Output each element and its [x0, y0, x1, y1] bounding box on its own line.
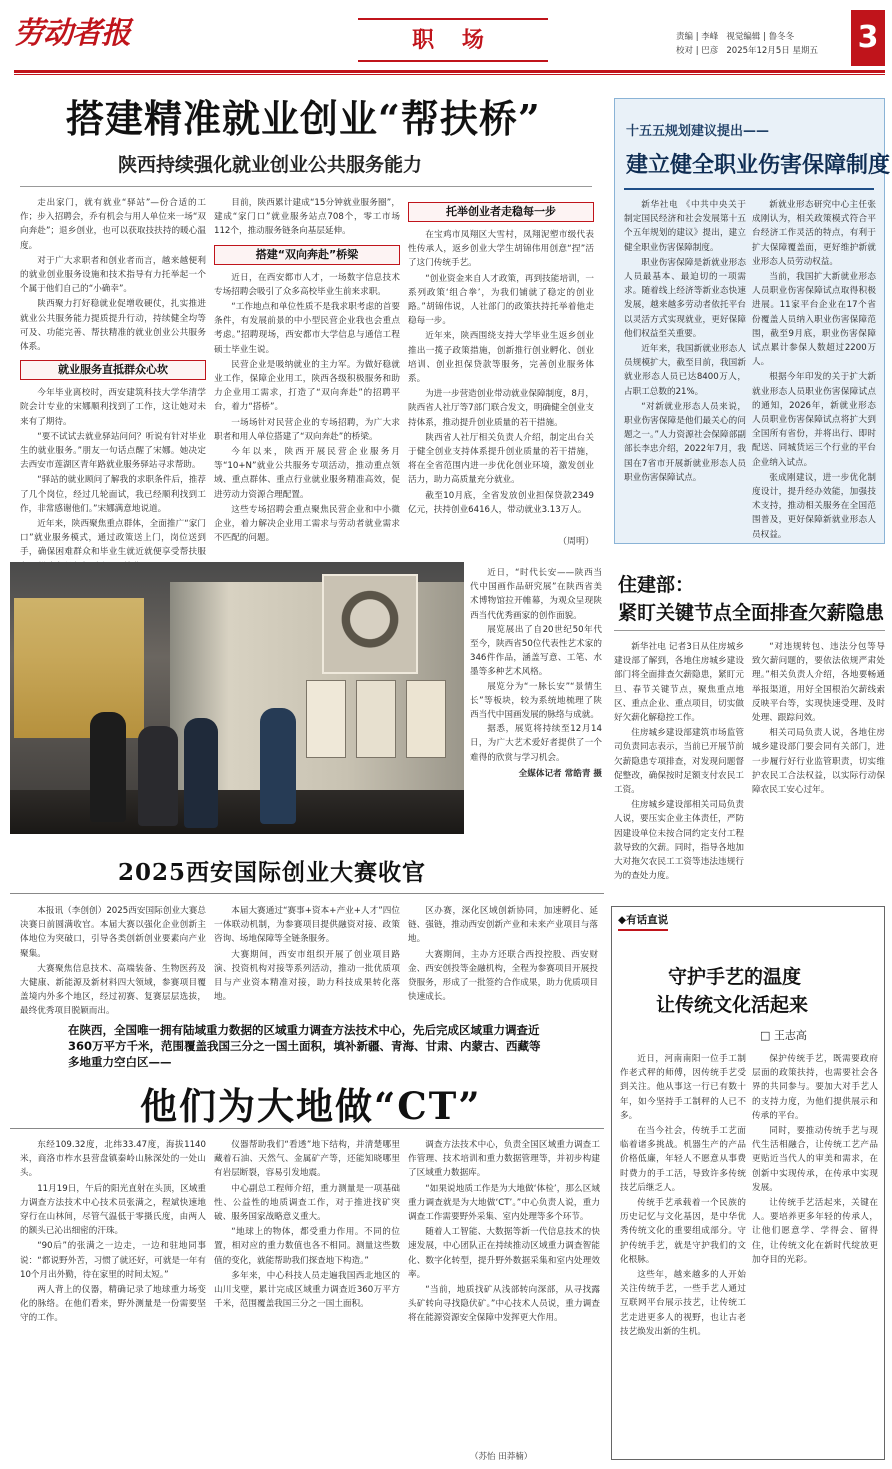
lead-headline: 搭建精准就业创业“帮扶桥” [66, 96, 541, 141]
paragraph: “对新就业形态人员来说，职业伤害保障是他们最关心的问题之一。”人力资源社会保障部副部长李忠介绍，2022年7月，我国在7省市开展新就业形态人员职业伤害保障试点。 [624, 401, 746, 483]
paragraph: 对于广大求职者和创业者而言，越来越便利的就业创业服务设施和技术指导有力托举起一个个属于他们自己的“小确幸”。 [20, 255, 206, 295]
ct-byline: （苏怡 田莽楠） [470, 1452, 533, 1462]
editor-line-1: 责编 | 李峰 [676, 32, 719, 42]
paragraph: “创业资金来自人才政策，再到技能培训，一系列政策‘组合拳’，为我们铺就了稳定的创业路。”胡锦伟说，人社部门的政策扶持托举着他走稳每一步。 [408, 273, 594, 327]
opinion-column-1 [620, 1052, 746, 1454]
contest-column-2 [214, 904, 400, 1008]
paragraph: 据悉，展览将持续至12月14日，为广大艺术爱好者提供了一个难得的欣赏与学习机会。 [470, 724, 602, 763]
paragraph: 相关司局负责人说，各地住房城乡建设部门要会同有关部门，进一步履行好行业监管职责，切实维护农民工合法权益，以实际行动保障农民工安心过年。 [752, 728, 885, 796]
paragraph: 为进一步营造创业带动就业保障制度，8月，陕西省人社厅等7部门联合发文，明确健全创业支持体系，推动提升创业质量的若干措施。 [408, 389, 594, 428]
paragraph: 近年来，陕西围绕支持大学毕业生返乡创业推出一揽子政策措施，创新推行创业孵化、创业培训、创业担保贷款等服务，完善创业服务体系。 [408, 331, 594, 385]
paragraph: 职业伤害保障是新就业形态人员最基本、最迫切的一项需求。随着线上经济等新业态快速发展，越来越多劳动者依托平台以灵活方式实现就业，更好保障他们权益至关重要。 [624, 257, 746, 339]
photo-caption [470, 566, 602, 834]
contest-column-3 [408, 904, 598, 1008]
zj-headline-line-2: 紧盯关键节点全面排查欠薪隐患 [618, 602, 885, 624]
paragraph: 在当今社会，传统手工艺面临着诸多挑战。机器生产的产品价格低廉，年轻人不愿意从事费时费力的手工活，导致许多传统技艺后继乏人。 [620, 1126, 746, 1193]
paragraph: 这些专场招聘会重点聚焦民营企业和中小微企业，着力解决企业用工需求与劳动者就业需求不匹配的问题。 [214, 504, 400, 544]
paragraph: 当前，我国扩大新就业形态人员职业伤害保障试点取得积极进展。11家平台企业在17个省份覆盖人员纳入职业伤害保障范围，截至9月底，职业伤害保障试点累计参保人数超过2200万人。 [752, 272, 876, 368]
visual-line-2: 2025年12月5日 星期五 [726, 46, 818, 56]
paragraph: “地球上的物体，都受重力作用。不同的位置，相对应的重力数值也各不相同。测量这些数值的变化，就能帮助我们探查地下构造。” [214, 1227, 400, 1266]
opinion-headline-line-2: 让传统文化活起来 [656, 994, 809, 1016]
paragraph: 陕西聚力打好稳就业促增收硬仗，扎实推进就业公共服务能力提质提升行动，持续健全均等可及、功能完善、帮扶精准的就业创业公共服务体系。 [20, 299, 206, 353]
zj-column-1 [614, 640, 744, 886]
paragraph: 大赛聚焦信息技术、高端装备、生物医药及大健康、新能源及新材料四大领域，参赛项目覆盖境内外多个地区，经过初赛、复赛层层选拔，最终优秀项目脱颖而出。 [20, 963, 206, 1017]
paragraph: 目前，陕西累计建成“15分钟就业服务圈”，建成“家门口”就业服务站点708个，零工市场112个，推动服务链条向基层延伸。 [214, 198, 400, 237]
opinion-headline-line-1: 守护手艺的温度 [668, 966, 802, 988]
zj-column-2 [752, 640, 885, 886]
paragraph: 区办赛，深化区域创新协同，加速孵化、延链、强链，推动西安创新产业和未来产业项目与落地。 [408, 906, 598, 945]
masthead-rule [14, 70, 885, 73]
framed-artwork [356, 680, 396, 758]
paragraph: 新华社电 记者3日从住房城乡建设部了解到，各地住房城乡建设部门将全面排查欠薪隐患，紧盯元旦、春节关键节点，聚焦重点地区、重点企业、重点项目，切实做好欠薪化解稳控工作。 [614, 642, 744, 724]
paragraph: 根据今年印发的关于扩大新就业形态人员职业伤害保障试点的通知，2026年，新就业形态人员职业伤害保障试点将扩大到全国所有省份，并将出行、即时配送、同城货运三个行业的平台企业纳入试点。 [752, 372, 876, 468]
paragraph: 新华社电 《中共中央关于制定国民经济和社会发展第十五个五年规划的建议》提出，建立健全职业伤害保障制度。 [624, 200, 746, 253]
paragraph: 11月19日，午后的阳光直射在头顶，区域重力调查方法技术中心技术员张满之，程斌快速地穿行在山林间，尽管气温低于零摄氏度，由两人的额头已沁出细密的汗珠。 [20, 1183, 206, 1237]
visual-line-1: 视觉编辑 | 鲁冬冬 [726, 32, 795, 42]
gallery-floor [10, 790, 464, 834]
paragraph: “当前，地质找矿从浅部转向深部，从寻找露头矿转向寻找隐伏矿。”中心技术人员说，重力调查将在能源资源安全保障中发挥更大作用。 [408, 1285, 600, 1324]
paragraph: 多年来，中心科技人员走遍我国西北地区的山川戈壁，累计完成区域重力调查近360万平方千米，范围覆盖我国三分之一国土面积。 [214, 1270, 400, 1310]
lead-column-1 [20, 196, 206, 558]
paragraph: 截至10月底，全省发放创业担保贷款2349亿元，扶持创业6416人，带动就业3.13万人。 [408, 490, 594, 515]
lead-column-2 [214, 196, 400, 550]
contest-column-1 [20, 904, 206, 1017]
paragraph: 东经109.32度，北纬33.47度，海拔1140米，商洛市柞水县营盘镇秦岭山脉深处的一处山头。 [20, 1140, 206, 1179]
zj-divider [614, 630, 885, 631]
editor-line-2: 校对 | 巴彦 [676, 46, 719, 56]
lead-byline: （周明） [557, 537, 594, 547]
framed-artwork [306, 680, 346, 758]
contest-headline: 2025西安国际创业大赛收官 [118, 859, 427, 886]
paragraph: 近年来，陕西聚焦重点群体，全面推广“家门口”就业服务模式，通过政策送上门，岗位送到手，确保困难群众和毕业生就近就便享受帮扶服 [20, 519, 206, 558]
paragraph: 近日，在西安都市人才，一场数字信息技术专场招聘会吸引了众多高校毕业生前来求职。 [214, 272, 400, 297]
portrait-artwork [322, 574, 418, 674]
ct-column-1 [20, 1138, 206, 1462]
policy-kicker: 十五五规划建议提出—— [626, 124, 770, 139]
visitor-figure [184, 718, 218, 828]
photo-credit: 全媒体记者 常皓青 摄 [518, 768, 602, 779]
ct-headline: 他们为大地做“CT” [140, 1084, 482, 1128]
paragraph: 陕西省人社厅相关负责人介绍，制定出台关于健全创业支持体系提升创业质量的若干措施，将在全省范围内进一步优化创业环境，激发创业活力，助力高质量充分就业。 [408, 432, 594, 486]
paragraph: 近日，“时代长安——陕西当代中国画作品研究展”在陕西省美术博物馆拉开帷幕，为观众呈现陕西当代优秀画家的创作面貌。 [470, 568, 602, 621]
framed-artwork [406, 680, 446, 758]
exhibition-photo [10, 562, 464, 834]
paragraph: “要不试试去就业驿站问问？听说有针对毕业生的就业服务。”朋友一句话点醒了宋娜。她决定去西安市莲湖区青年路就业服务驿站寻求帮助。 [20, 431, 206, 471]
policy-column-2 [752, 198, 876, 540]
lead-subheadline: 陕西持续强化就业创业公共服务能力 [118, 154, 423, 176]
section-tab [358, 18, 548, 62]
policy-headline: 建立健全职业伤害保障制度 [626, 152, 891, 178]
section-label: 职 场 [412, 27, 494, 53]
paragraph: 新就业形态研究中心主任张成刚认为，相关政策模式符合平台经济工作灵活的特点，有利于扩大保障覆盖面，更好维护新就业形态人员劳动权益。 [752, 200, 876, 267]
paragraph: 走出家门，就有就业“驿站”—份合适的工作；步入招聘会，乔有机会与用人单位来一场“双向奔赴”；退乡创业，也可以获取技扶持的暖心温度。 [20, 198, 206, 251]
paragraph: 展览分为“一脉长安”“景情生长”等板块，较为系统地梳理了陕西当代中国画发展的脉络与成就。 [470, 681, 602, 721]
paragraph: 张成刚建议，进一步优化制度设计，提升经办效能，加强技术支持，推动相关服务在全国范围普及，更好保障新就业形态人员权益。 [752, 472, 876, 540]
paragraph: 让传统手艺活起来，关键在人。要培养更多年轻的传承人，让他们愿意学、学得会、留得住，让传统文化在新时代绽放更加夺目的光彩。 [752, 1198, 878, 1265]
visitor-figure [260, 708, 296, 824]
paragraph: “驿站的就业顾问了解我的求职条件后，推荐了几个岗位，经过几轮面试，我已经顺利找到工作，非常感谢他们。”宋娜满意地说道。 [20, 475, 206, 514]
opinion-author: □ 王志高 [760, 1027, 807, 1043]
paragraph: 今年以来，陕西开展民营企业服务月等“10+N”就业公共服务专项活动，推动重点领域、重点群体、重点行业就业服务精准高效，促进劳动力资源合理配置。 [214, 447, 400, 500]
paragraph: “如果说地质工作是为大地做‘体检’，那么区域重力调查就是为大地做‘CT’。”中心负责人说，重力调查工作需要野外采集、室内处理等多个环节。 [408, 1183, 600, 1223]
lead-subhead-2: 搭建“双向奔赴”桥梁 [214, 245, 400, 265]
masthead-logo: 劳动者报 [14, 16, 130, 51]
visitor-figure [138, 726, 178, 826]
ct-divider [10, 1128, 604, 1129]
editor-credits [676, 30, 818, 58]
paragraph: 这些年，越来越多的人开始关注传统手艺，一些手艺人通过互联网平台展示技艺，让传统工艺走进更多人的视野，也让古老技艺焕发出新的生机。 [620, 1270, 746, 1337]
masthead-rule-thin [14, 74, 885, 75]
ct-deck: 在陕西，全国唯一拥有陆域重力数据的区域重力调查方法技术中心，先后完成区域重力调查近360万平方千米，范围覆盖我国三分之一国土面积，填补新疆、青海、甘肃、内蒙古、西藏等多地重力空白区—— [68, 1023, 541, 1069]
paragraph: 保护传统手艺，既需要政府层面的政策扶持，也需要社会各界的共同参与。要加大对手艺人的支持力度，为他们提供展示和传承的平台。 [752, 1054, 878, 1121]
opinion-column-2 [752, 1052, 878, 1454]
lead-divider [20, 186, 592, 187]
paragraph: 大赛期间，西安市组织开展了创业项目路演、投资机构对接等系列活动，推动一批优质项目与产业资本精准对接，助力科技成果转化落地。 [214, 949, 400, 1003]
opinion-tab: ◆有话直说 [618, 912, 668, 931]
lead-column-3 [408, 196, 594, 534]
paragraph: 展览展出了自20世纪50年代至今，陕西省50位代表性艺术家的346件作品，涵盖写意、工笔、水墨等多种艺术风格。 [470, 624, 602, 678]
policy-rule [624, 188, 874, 190]
paragraph: 调查方法技术中心，负责全国区域重力调查工作管理、技术培训和重力数据管理等，并初步构建了区域重力数据库。 [408, 1140, 600, 1179]
paragraph: 今年毕业离校时，西安建筑科技大学华清学院会计专业的宋娜顺利找到了工作，这让她对未来有了期待。 [20, 388, 206, 427]
paragraph: “工作地点和单位性质不是我求职考虑的首要条件，有发展前景的中小型民营企业我也会重点考虑。”招聘现场，西安都市大学信息与通信工程硕士毕业生说。 [214, 302, 400, 355]
ct-column-2 [214, 1138, 400, 1462]
paragraph: 住房城乡建设部相关司局负责人说，要压实企业主体责任，严防因建设单位未按合同约定支付工程款导致的欠薪。同时，指导各地加大对拖欠农民工工资等违法违规行为的查处力度。 [614, 800, 744, 882]
paragraph: 仪器帮助我们“看透”地下结构，并清楚哪里藏着石油、天然气、金属矿产等，还能知晓哪里有岩层断裂，容易引发地震。 [214, 1140, 400, 1179]
paragraph: 传统手艺承载着一个民族的历史记忆与文化基因，是中华优秀传统文化的重要组成部分。守护传统手艺，就是守护我们的文化根脉。 [620, 1198, 746, 1265]
zj-headline-line-1: 住建部： [618, 574, 695, 596]
paragraph: 民营企业是吸纳就业的主力军。为做好稳就业工作，保障企业用工，陕西各级积极服务和助力企业用工需求，打造了“双向奔赴”的招聘平台，着力“搭桥”。 [214, 359, 400, 413]
visitor-figure [90, 712, 126, 822]
paragraph: 大赛期间，主办方还联合西投控股、西安财金、西安创投等金融机构，全程为参赛项目开展投贷服务，形成了一批签约合作成果，助力优质项目快速成长。 [408, 949, 598, 1003]
contest-divider [10, 893, 604, 894]
lead-subhead-1: 就业服务直抵群众心坎 [20, 360, 206, 380]
paragraph: 近年来，我国新就业形态人员规模扩大，截至目前，我国新就业形态人员已达8400万人，占职工总数的21%。 [624, 344, 746, 397]
paragraph: “90后”的张满之一边走，一边和驻地同事说：“都说野外苦，习惯了就还好，可就是一年有10个月出外勤，待在家里的时间太短。” [20, 1241, 206, 1280]
lead-subhead-3: 托举创业者走稳每一步 [408, 202, 594, 222]
paragraph: 中心副总工程师介绍，重力测量是一项基础性、公益性的地质调查工作，对于推进找矿突破、服务国家战略意义重大。 [214, 1183, 400, 1223]
paragraph: 两人背上的仪器，精确记录了地球重力场变化的脉络。在他们看来，野外测量是一份需要坚守的工作。 [20, 1285, 206, 1324]
page-number: 3 [851, 10, 885, 66]
paragraph: 本报讯（李创创）2025西安国际创业大赛总决赛日前圆满收官。本届大赛以强化企业创新主体地位为突破口，引导各类创新创业要素向产业聚集。 [20, 906, 206, 959]
paragraph: 一场场针对民营企业的专场招聘，为广大求职者和用人单位搭建了“双向奔赴”的桥梁。 [214, 417, 400, 442]
paragraph: “对违规转包、违法分包等导致欠薪问题的，要依法依规严肃处理。”相关负责人介绍，各地要畅通举报渠道，用好全国根治欠薪线索反映平台等，实现快速受理、及时处理、跟踪问效。 [752, 642, 885, 724]
policy-column-1 [624, 198, 746, 532]
paragraph: 随着人工智能、大数据等新一代信息技术的快速发展，中心团队正在持续推动区域重力调查智能化、数字化转型，提升野外数据采集和室内处理效率。 [408, 1227, 600, 1280]
paragraph: 近日，河南南阳一位手工制作老式秤的师傅，因传统手艺受到关注。他从事这一行已有数十年，如今坚持手工制秤的人已不多。 [620, 1054, 746, 1121]
paragraph: 在宝鸡市凤翔区大雪村，凤翔泥塑市级代表性传承人，返乡创业大学生胡锦伟用创意“捏”活了这门传统手艺。 [408, 230, 594, 269]
gallery-panel [14, 598, 144, 738]
paragraph: 同时，要推动传统手艺与现代生活相融合，让传统工艺产品更贴近当代人的审美和需求，在创新中实现传承，在传承中实现发展。 [752, 1126, 878, 1193]
paragraph: 住房城乡建设部建筑市场监管司负责同志表示，当前已开展节前欠薪隐患专项排查，对发现问题督促整改，确保按时足额支付农民工工资。 [614, 728, 744, 796]
paragraph: 本届大赛通过“赛事+资本+产业+人才”四位一体联动机制，为参赛项目提供融资对接、政策咨询、场地保障等全链条服务。 [214, 906, 400, 945]
ct-column-3 [408, 1138, 600, 1448]
